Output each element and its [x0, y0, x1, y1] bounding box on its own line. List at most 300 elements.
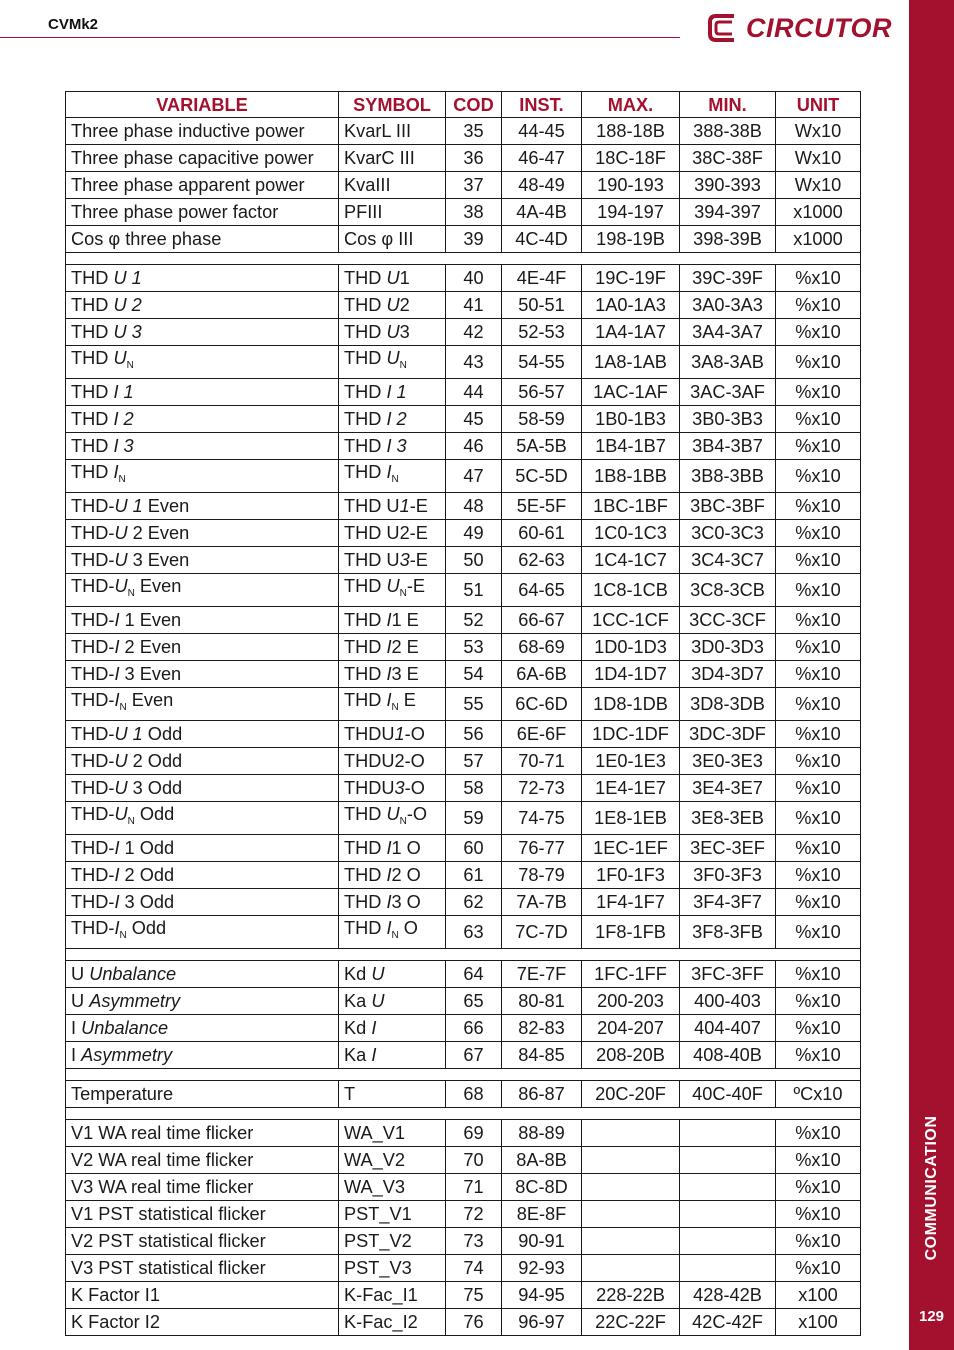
column-header-max: MAX.	[582, 92, 680, 118]
cell-symbol	[339, 835, 446, 862]
cell-max: 194-197	[582, 199, 680, 226]
text-fragment: -O	[404, 724, 425, 744]
cell-cod: 56	[446, 721, 502, 748]
cell-min: 40C-40F	[680, 1081, 776, 1108]
text-fragment: 1 E	[391, 610, 419, 630]
cell-min: 3A8-3AB	[680, 346, 776, 379]
text-fragment: U	[113, 348, 127, 368]
column-header-inst: INST.	[502, 92, 582, 118]
cell-unit: %x10	[776, 379, 861, 406]
text-fragment: THD	[344, 918, 387, 938]
cell-variable	[66, 493, 339, 520]
cell-cod: 44	[446, 379, 502, 406]
cell-symbol	[339, 406, 446, 433]
text-fragment: I	[71, 1045, 82, 1065]
table-row	[66, 1015, 861, 1042]
cell-max: 200-203	[582, 988, 680, 1015]
cell-variable	[66, 607, 339, 634]
cell-max: 1D4-1D7	[582, 661, 680, 688]
cell-variable	[66, 319, 339, 346]
group-separator-cell	[66, 1108, 861, 1120]
text-fragment: -O	[404, 778, 425, 798]
table-row	[66, 1174, 861, 1201]
cell-variable: V1 PST statistical flicker	[66, 1201, 339, 1228]
cell-max: 1DC-1DF	[582, 721, 680, 748]
cell-inst: 74-75	[502, 802, 582, 835]
cell-variable	[66, 634, 339, 661]
subscript-text: N	[127, 588, 135, 599]
cell-min	[680, 1201, 776, 1228]
table-row	[66, 1147, 861, 1174]
cell-inst: 60-61	[502, 520, 582, 547]
text-fragment: 2 Odd	[119, 865, 175, 885]
column-header-symbol: SYMBOL	[339, 92, 446, 118]
cell-unit: %x10	[776, 961, 861, 988]
cell-unit: %x10	[776, 748, 861, 775]
text-fragment: I	[114, 690, 120, 710]
cell-symbol: K-Fac_I1	[339, 1282, 446, 1309]
cell-max	[582, 1174, 680, 1201]
table-row	[66, 145, 861, 172]
subscript-text: N	[119, 702, 127, 713]
cell-inst: 64-65	[502, 574, 582, 607]
text-fragment: Odd	[134, 804, 175, 824]
cell-min: 3AC-3AF	[680, 379, 776, 406]
cell-symbol	[339, 802, 446, 835]
cell-inst: 72-73	[502, 775, 582, 802]
cell-inst: 6C-6D	[502, 688, 582, 721]
text-fragment: THD	[344, 436, 387, 456]
cell-unit: x100	[776, 1282, 861, 1309]
text-fragment: THD	[344, 295, 387, 315]
cell-unit: %x10	[776, 493, 861, 520]
cell-variable	[66, 433, 339, 460]
text-fragment: THD-	[71, 778, 115, 798]
text-fragment: THD U	[344, 496, 400, 516]
cell-symbol	[339, 1015, 446, 1042]
cell-variable	[66, 916, 339, 949]
cell-symbol	[339, 379, 446, 406]
cell-variable	[66, 520, 339, 547]
cell-unit: %x10	[776, 889, 861, 916]
cell-min: 390-393	[680, 172, 776, 199]
text-fragment: I	[114, 892, 120, 912]
text-fragment: U	[386, 322, 400, 342]
cell-min: 3B4-3B7	[680, 433, 776, 460]
cell-inst: 7C-7D	[502, 916, 582, 949]
text-fragment: Even	[134, 576, 182, 596]
text-fragment: Ka	[344, 1045, 372, 1065]
cell-cod: 53	[446, 634, 502, 661]
text-fragment: Kd	[344, 964, 372, 984]
table-row	[66, 748, 861, 775]
table-row	[66, 265, 861, 292]
cell-unit: %x10	[776, 520, 861, 547]
cell-cod: 36	[446, 145, 502, 172]
cell-unit: %x10	[776, 1228, 861, 1255]
cell-inst: 5C-5D	[502, 460, 582, 493]
table-row	[66, 889, 861, 916]
subscript-text: N	[391, 702, 399, 713]
cell-symbol: PST_V3	[339, 1255, 446, 1282]
text-fragment: U 1	[114, 724, 143, 744]
cell-unit: %x10	[776, 1255, 861, 1282]
text-fragment: 1 Odd	[119, 838, 175, 858]
cell-unit: %x10	[776, 988, 861, 1015]
text-fragment: 2 O	[391, 865, 421, 885]
text-fragment: 2	[399, 295, 410, 315]
cell-unit: Wx10	[776, 172, 861, 199]
cell-variable	[66, 835, 339, 862]
cell-cod: 38	[446, 199, 502, 226]
cell-min	[680, 1120, 776, 1147]
cell-min: 3D0-3D3	[680, 634, 776, 661]
cell-cod: 49	[446, 520, 502, 547]
text-fragment: I	[114, 637, 120, 657]
group-separator-row	[66, 1108, 861, 1120]
text-fragment: U	[371, 964, 385, 984]
text-fragment: I	[386, 637, 392, 657]
text-fragment: THD	[344, 690, 387, 710]
cell-max: 1B0-1B3	[582, 406, 680, 433]
text-fragment: I	[386, 462, 392, 482]
cell-max: 1B4-1B7	[582, 433, 680, 460]
cell-variable	[66, 721, 339, 748]
cell-max: 1AC-1AF	[582, 379, 680, 406]
cell-max: 1EC-1EF	[582, 835, 680, 862]
cell-max: 1BC-1BF	[582, 493, 680, 520]
cell-inst: 48-49	[502, 172, 582, 199]
text-fragment: 3 Even	[127, 550, 190, 570]
cell-unit: %x10	[776, 574, 861, 607]
cell-inst: 80-81	[502, 988, 582, 1015]
cell-cod: 40	[446, 265, 502, 292]
text-fragment: -O	[406, 804, 428, 824]
cell-min: 398-39B	[680, 226, 776, 253]
modbus-variable-table	[65, 91, 861, 1336]
text-fragment: Even	[126, 690, 174, 710]
cell-min: 388-38B	[680, 118, 776, 145]
cell-unit: ºCx10	[776, 1081, 861, 1108]
cell-symbol: WA_V3	[339, 1174, 446, 1201]
cell-max: 1F4-1F7	[582, 889, 680, 916]
table-row	[66, 520, 861, 547]
text-fragment: THD-	[71, 496, 115, 516]
cell-symbol: KvarC III	[339, 145, 446, 172]
text-fragment: O	[398, 918, 418, 938]
text-fragment: U 1	[114, 496, 143, 516]
cell-variable	[66, 688, 339, 721]
subscript-text: N	[127, 816, 135, 827]
group-separator-row	[66, 1069, 861, 1081]
cell-inst: 78-79	[502, 862, 582, 889]
text-fragment: I	[386, 690, 392, 710]
cell-min: 3C4-3C7	[680, 547, 776, 574]
text-fragment: I	[386, 664, 392, 684]
cell-unit: %x10	[776, 634, 861, 661]
cell-inst: 70-71	[502, 748, 582, 775]
cell-cod: 65	[446, 988, 502, 1015]
cell-symbol: PST_V2	[339, 1228, 446, 1255]
cell-variable	[66, 265, 339, 292]
text-fragment: U	[386, 576, 400, 596]
text-fragment: THD-	[71, 610, 115, 630]
cell-inst: 5A-5B	[502, 433, 582, 460]
cell-unit: Wx10	[776, 145, 861, 172]
cell-unit: %x10	[776, 292, 861, 319]
text-fragment: THDU	[344, 778, 395, 798]
cell-min: 3C8-3CB	[680, 574, 776, 607]
text-fragment: U	[114, 550, 128, 570]
cell-cod: 74	[446, 1255, 502, 1282]
table-row	[66, 1282, 861, 1309]
text-fragment: THD-	[71, 804, 115, 824]
cell-min: 3DC-3DF	[680, 721, 776, 748]
text-fragment: Asymmetry	[89, 991, 181, 1011]
cell-inst: 46-47	[502, 145, 582, 172]
text-fragment: Odd	[142, 724, 183, 744]
cell-inst: 52-53	[502, 319, 582, 346]
cell-cod: 58	[446, 775, 502, 802]
cell-inst: 96-97	[502, 1309, 582, 1336]
cell-variable: V3 WA real time flicker	[66, 1174, 339, 1201]
cell-inst: 4A-4B	[502, 199, 582, 226]
text-fragment: 3	[394, 778, 405, 798]
text-fragment: THD	[71, 348, 114, 368]
text-fragment: 2 Even	[127, 523, 190, 543]
cell-min: 3C0-3C3	[680, 520, 776, 547]
subscript-text: N	[126, 360, 134, 371]
cell-variable: Three phase inductive power	[66, 118, 339, 145]
group-separator-row	[66, 253, 861, 265]
cell-variable: Cos φ three phase	[66, 226, 339, 253]
cell-max: 1CC-1CF	[582, 607, 680, 634]
cell-max: 204-207	[582, 1015, 680, 1042]
table-row	[66, 379, 861, 406]
table-row	[66, 607, 861, 634]
cell-min: 3EC-3EF	[680, 835, 776, 862]
text-fragment: I	[386, 865, 392, 885]
cell-cod: 61	[446, 862, 502, 889]
cell-cod: 68	[446, 1081, 502, 1108]
table-row	[66, 172, 861, 199]
cell-variable	[66, 346, 339, 379]
cell-unit: %x10	[776, 688, 861, 721]
cell-inst: 6E-6F	[502, 721, 582, 748]
cell-min: 3FC-3FF	[680, 961, 776, 988]
cell-min: 3D4-3D7	[680, 661, 776, 688]
cell-unit: %x10	[776, 1042, 861, 1069]
cell-symbol: T	[339, 1081, 446, 1108]
text-fragment: I	[114, 918, 120, 938]
text-fragment: E	[398, 690, 416, 710]
text-fragment: THDU	[344, 724, 395, 744]
text-fragment: THD	[344, 322, 387, 342]
subscript-text: N	[399, 816, 407, 827]
text-fragment: I	[114, 865, 120, 885]
cell-variable	[66, 547, 339, 574]
cell-max: 18C-18F	[582, 145, 680, 172]
cell-unit: %x10	[776, 547, 861, 574]
text-fragment: THD	[344, 462, 387, 482]
column-header-variable: VARIABLE	[66, 92, 339, 118]
text-fragment: 3	[399, 550, 410, 570]
text-fragment: U	[114, 576, 128, 596]
cell-unit: %x10	[776, 1120, 861, 1147]
cell-symbol: KvaIII	[339, 172, 446, 199]
cell-unit: %x10	[776, 1201, 861, 1228]
cell-cod: 45	[446, 406, 502, 433]
cell-cod: 69	[446, 1120, 502, 1147]
cell-symbol	[339, 634, 446, 661]
cell-symbol	[339, 265, 446, 292]
text-fragment: -E	[406, 576, 425, 596]
text-fragment: THD U2-E	[344, 523, 428, 543]
cell-unit: %x10	[776, 1147, 861, 1174]
cell-min: 394-397	[680, 199, 776, 226]
table-row	[66, 634, 861, 661]
text-fragment: I 2	[386, 409, 407, 429]
table-row	[66, 433, 861, 460]
cell-inst: 5E-5F	[502, 493, 582, 520]
text-fragment: 3 Odd	[119, 892, 175, 912]
text-fragment: 1	[399, 268, 410, 288]
cell-symbol	[339, 661, 446, 688]
cell-max	[582, 1255, 680, 1282]
cell-cod: 47	[446, 460, 502, 493]
text-fragment: I	[371, 1045, 377, 1065]
table-row	[66, 118, 861, 145]
text-fragment: 2 Odd	[127, 751, 183, 771]
cell-cod: 52	[446, 607, 502, 634]
cell-cod: 67	[446, 1042, 502, 1069]
cell-symbol	[339, 319, 446, 346]
cell-symbol: Cos φ III	[339, 226, 446, 253]
cell-symbol	[339, 460, 446, 493]
cell-inst: 4C-4D	[502, 226, 582, 253]
text-fragment: THD U	[344, 550, 400, 570]
text-fragment: U	[71, 964, 90, 984]
text-fragment: U 1	[113, 268, 142, 288]
cell-symbol: K-Fac_I2	[339, 1309, 446, 1336]
cell-inst: 54-55	[502, 346, 582, 379]
cell-symbol	[339, 688, 446, 721]
table-row	[66, 916, 861, 949]
table-row	[66, 547, 861, 574]
text-fragment: Odd	[126, 918, 167, 938]
cell-cod: 75	[446, 1282, 502, 1309]
table-row	[66, 1042, 861, 1069]
cell-unit: %x10	[776, 406, 861, 433]
cell-variable: K Factor I1	[66, 1282, 339, 1309]
cell-inst: 94-95	[502, 1282, 582, 1309]
cell-max: 228-22B	[582, 1282, 680, 1309]
table-row	[66, 1228, 861, 1255]
table-row	[66, 1255, 861, 1282]
table-row	[66, 292, 861, 319]
cell-max: 1C0-1C3	[582, 520, 680, 547]
cell-cod: 46	[446, 433, 502, 460]
table-row	[66, 802, 861, 835]
cell-symbol	[339, 721, 446, 748]
cell-max: 1C8-1CB	[582, 574, 680, 607]
brand-logo-text: CIRCUTOR	[746, 13, 893, 43]
text-fragment: Unbalance	[81, 1018, 169, 1038]
cell-inst: 66-67	[502, 607, 582, 634]
cell-unit: %x10	[776, 346, 861, 379]
text-fragment: THD-	[71, 724, 115, 744]
text-fragment: THD	[71, 268, 114, 288]
cell-min	[680, 1255, 776, 1282]
cell-unit: x1000	[776, 226, 861, 253]
cell-max: 1C4-1C7	[582, 547, 680, 574]
subscript-text: N	[399, 588, 407, 599]
text-fragment: THD-	[71, 838, 115, 858]
cell-min: 3A4-3A7	[680, 319, 776, 346]
cell-min: 428-42B	[680, 1282, 776, 1309]
cell-symbol	[339, 775, 446, 802]
cell-symbol	[339, 862, 446, 889]
cell-inst: 68-69	[502, 634, 582, 661]
cell-min: 39C-39F	[680, 265, 776, 292]
text-fragment: 3 E	[391, 664, 419, 684]
cell-min: 3F8-3FB	[680, 916, 776, 949]
text-fragment: I 3	[386, 436, 407, 456]
cell-min: 3CC-3CF	[680, 607, 776, 634]
cell-cod: 70	[446, 1147, 502, 1174]
cell-unit: x1000	[776, 199, 861, 226]
cell-variable: V2 WA real time flicker	[66, 1147, 339, 1174]
cell-unit: %x10	[776, 661, 861, 688]
text-fragment: U	[114, 804, 128, 824]
text-fragment: THD-	[71, 918, 115, 938]
cell-min: 3BC-3BF	[680, 493, 776, 520]
text-fragment: I	[386, 610, 392, 630]
cell-cod: 59	[446, 802, 502, 835]
cell-min: 3E4-3E7	[680, 775, 776, 802]
cell-symbol	[339, 433, 446, 460]
cell-min: 404-407	[680, 1015, 776, 1042]
cell-symbol	[339, 748, 446, 775]
text-fragment: I	[114, 610, 120, 630]
cell-min: 3F4-3F7	[680, 889, 776, 916]
group-separator-row	[66, 949, 861, 961]
table-row	[66, 988, 861, 1015]
cell-min: 3E0-3E3	[680, 748, 776, 775]
cell-variable	[66, 661, 339, 688]
table-row	[66, 346, 861, 379]
text-fragment: THD-	[71, 865, 115, 885]
cell-inst: 44-45	[502, 118, 582, 145]
table-row	[66, 199, 861, 226]
cell-variable	[66, 862, 339, 889]
text-fragment: U	[71, 991, 90, 1011]
cell-variable	[66, 748, 339, 775]
table-row	[66, 226, 861, 253]
cell-inst: 7E-7F	[502, 961, 582, 988]
cell-unit: %x10	[776, 433, 861, 460]
group-separator-cell	[66, 1069, 861, 1081]
cell-variable	[66, 775, 339, 802]
cell-unit: Wx10	[776, 118, 861, 145]
cell-symbol: PFIII	[339, 199, 446, 226]
cell-unit: %x10	[776, 721, 861, 748]
cell-cod: 73	[446, 1228, 502, 1255]
text-fragment: -E	[409, 550, 428, 570]
text-fragment: I	[114, 664, 120, 684]
cell-max: 188-18B	[582, 118, 680, 145]
text-fragment: U	[114, 523, 128, 543]
